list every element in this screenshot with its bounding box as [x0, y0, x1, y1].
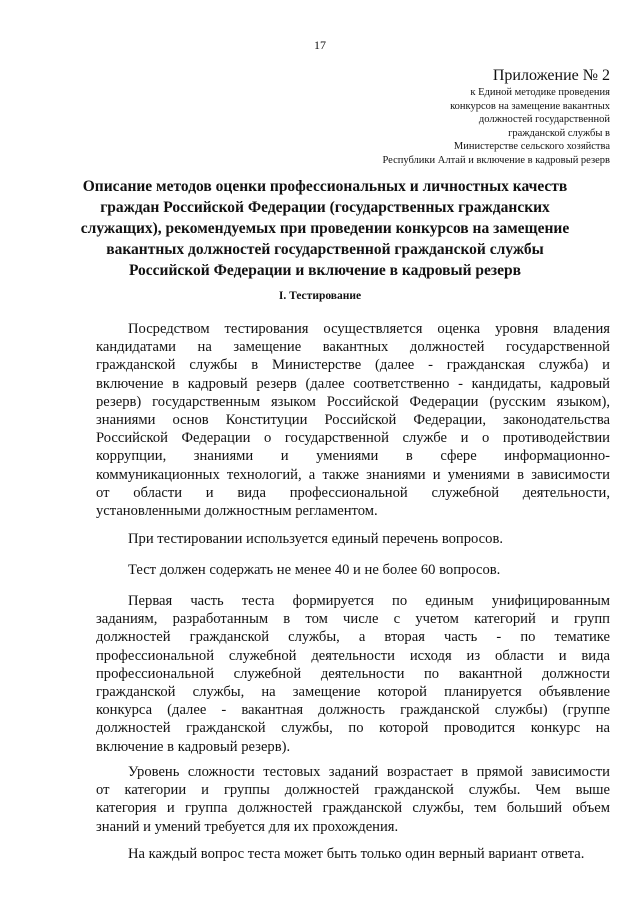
paragraph-line: Тест должен содержать не менее 40 и не более 60 вопросов. — [128, 562, 501, 578]
document-title — [60, 176, 590, 281]
paragraph-line: На каждый вопрос теста может быть только один верный вариант ответа. — [128, 846, 585, 862]
paragraph-line: резерв) государственным языком Российской Федерации (русским языком), — [96, 393, 610, 410]
title-line: вакантных должностей государственной гражданской службы — [106, 241, 544, 258]
paragraph-line: коррупции, знаниями и умениями в сфере информационно- — [96, 448, 610, 465]
appendix-header — [310, 66, 610, 167]
paragraph-line: знаний и умений требуется для их прохождения. — [96, 818, 399, 835]
appendix-line: Республики Алтай и включение в кадровый резерв — [382, 154, 610, 166]
paragraph-line: гражданской службы в Министерстве (далее - гражданская служба) и — [96, 357, 610, 374]
paragraph-line: конкурса (далее - вакантная должность гражданской службы) (группе — [96, 702, 610, 719]
paragraph-line: должностей гражданской службы, по которой проводится конкурс на — [96, 720, 610, 737]
paragraph-line: установленными должностным регламентом. — [96, 503, 378, 520]
paragraph-line: категория и группа должностей гражданской службы, тем больший объем — [96, 800, 610, 817]
paragraph-line: включение в кадровый резерв). — [96, 738, 291, 755]
paragraph-line: профессиональной служебной деятельности по вакантной должности — [96, 665, 610, 682]
body-paragraph — [96, 561, 610, 579]
paragraph-line: от области и вида профессиональной служебной деятельности, — [96, 484, 610, 501]
body-paragraph — [96, 845, 610, 863]
paragraph-line: гражданской службы, на замещение которой планируется объявление — [96, 684, 610, 701]
appendix-line: должностей государственной — [478, 114, 610, 125]
paragraph-line: При тестировании используется единый перечень вопросов. — [128, 531, 503, 547]
title-line: Российской Федерации и включение в кадровый резерв — [128, 262, 522, 279]
appendix-line: Министерстве сельского хозяйства — [453, 141, 610, 152]
appendix-line: конкурсов на замещение вакантных — [450, 100, 610, 112]
paragraph-line: профессиональной служебной деятельности исходя из области и вида — [96, 647, 610, 664]
paragraph-line: Уровень сложности тестовых заданий возрастает в прямой зависимости — [128, 764, 610, 780]
appendix-title: Приложение № 2 — [492, 67, 610, 84]
body-paragraph — [96, 763, 610, 836]
appendix-line: к Единой методике проведения — [470, 87, 610, 98]
title-line: служащих), рекомендуемых при проведении конкурсов на замещение — [80, 220, 570, 237]
body-paragraph — [96, 530, 610, 548]
paragraph-line: Первая часть теста формируется по единым унифицированным — [128, 593, 610, 609]
body-paragraph — [96, 320, 610, 520]
section-heading: I. Тестирование — [278, 290, 362, 302]
appendix-line: гражданской службы в — [508, 127, 610, 139]
paragraph-line: должностей гражданской службы, а вторая часть - по тематике — [96, 629, 610, 646]
paragraph-line: включение в кадровый резерв (далее соответственно - кандидаты, кадровый — [96, 375, 610, 392]
paragraph-line: от категории и группы должностей гражданской службы. Чем выше — [96, 782, 610, 799]
title-line: граждан Российской Федерации (государственных гражданских — [100, 199, 550, 216]
paragraph-line: заданиям, разработанным в том числе с учетом категорий и групп — [96, 611, 610, 628]
body-paragraph — [96, 592, 610, 756]
paragraph-line: Российской Федерации о государственной службе и о противодействии — [96, 430, 610, 447]
paragraph-line: кандидатами на замещение вакантных должностей государственной — [96, 339, 610, 356]
paragraph-line: знаниями основ Конституции Российской Федерации, законодательства — [96, 412, 610, 429]
paragraph-line: Посредством тестирования осуществляется оценка уровня владения — [128, 321, 610, 337]
page-number: 17 — [314, 38, 326, 52]
paragraph-line: коммуникационных технологий, а также знаниями и умениями в зависимости — [96, 466, 610, 483]
title-line: Описание методов оценки профессиональных и личностных качеств — [82, 178, 568, 195]
